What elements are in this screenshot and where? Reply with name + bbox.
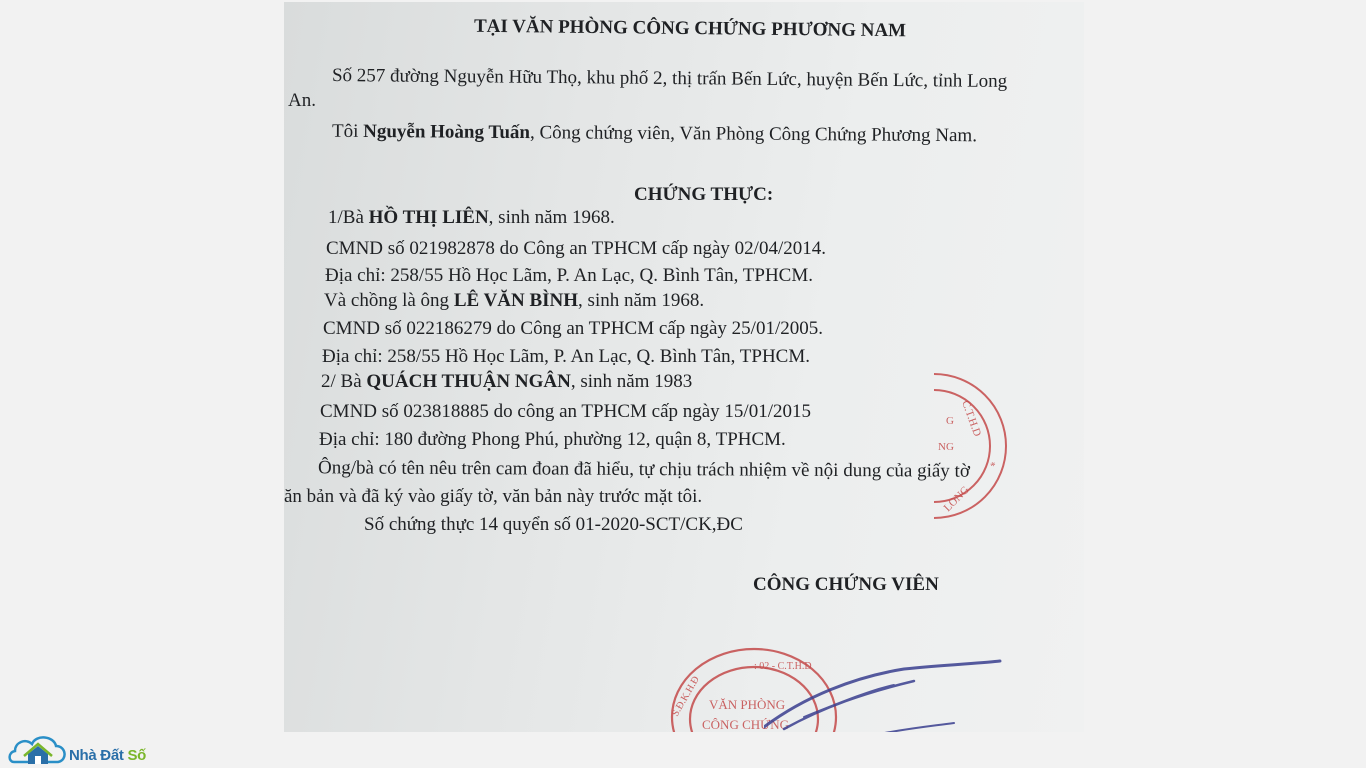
brand-name-part2: Số (127, 746, 147, 764)
person2-address: Địa chỉ: 180 đường Phong Phú, phường 12, quận 8, TPHCM. (319, 429, 786, 450)
notary-prefix: Tôi (331, 120, 364, 142)
spouse-id: CMND số 022186279 do Công an TPHCM cấp ngày 25/01/2005. (323, 318, 823, 339)
person1-address: Địa chỉ: 258/55 Hồ Học Lãm, P. An Lạc, Q. Bình Tân, TPHCM. (325, 265, 813, 286)
notary-seal-right (924, 372, 1034, 522)
person2-line (321, 371, 692, 393)
notary-signature (764, 657, 1084, 732)
person2-id: CMND số 023818885 do công an TPHCM cấp ngày 15/01/2015 (320, 401, 811, 422)
brand-name (69, 747, 146, 764)
person2-suffix: , sinh năm 1983 (570, 371, 693, 392)
section-heading: CHỨNG THỰC: (634, 184, 774, 205)
brand-name-part1: Nhà Đất (69, 746, 128, 764)
signer-title: CÔNG CHỨNG VIÊN (753, 574, 939, 595)
house-cloud-icon (6, 732, 68, 768)
person1-line (328, 207, 615, 229)
svg-text:VĂN PHÒNG: VĂN PHÒNG (709, 697, 786, 712)
spouse-line (324, 290, 704, 312)
spouse-prefix: Và chồng là ông (324, 290, 454, 311)
commitment-line-1: Ông/bà có tên nêu trên cam đoan đã hiểu, tự chịu trách nhiệm về nội dung của giấy tờ (317, 457, 970, 482)
spouse-address: Địa chỉ: 258/55 Hồ Học Lãm, P. An Lạc, Q. Bình Tân, TPHCM. (322, 346, 810, 367)
person1-suffix: , sinh năm 1968. (488, 207, 615, 228)
svg-text:G: G (946, 415, 954, 427)
address-line-2: An. (288, 90, 316, 111)
person2-prefix: 2/ Bà (321, 371, 367, 392)
address-line-1: Số 257 đường Nguyễn Hữu Thọ, khu phố 2, thị trấn Bến Lức, huyện Bến Lức, tỉnh Long (331, 65, 1008, 92)
brand-watermark (6, 732, 166, 768)
person1-name: HỒ THỊ LIÊN (368, 207, 489, 228)
svg-text:LONG: LONG (941, 484, 972, 515)
spouse-name: LÊ VĂN BÌNH (453, 290, 579, 311)
certification-number: Số chứng thực 14 quyển số 01-2020-SCT/CK,ĐC (364, 514, 743, 535)
person2-name: QUÁCH THUẬN NGÂN (366, 371, 571, 392)
svg-text:NG: NG (938, 441, 954, 453)
svg-text:: 02 - C.T.H.D: : 02 - C.T.H.D (754, 661, 812, 672)
commitment-line-2: ăn bản và đã ký vào giấy tờ, văn bản này trước mặt tôi. (284, 486, 703, 507)
notary-suffix: , Công chứng viên, Văn Phòng Công Chứng Phương Nam. (529, 122, 978, 147)
notary-name: Nguyễn Hoàng Tuấn (363, 120, 531, 144)
svg-text:C.T.H.D: C.T.H.D (959, 398, 984, 439)
svg-text:*: * (988, 459, 999, 473)
person1-prefix: 1/Bà (328, 207, 369, 228)
svg-text:S.Đ.K.H.Đ: S.Đ.K.H.Đ (670, 674, 702, 719)
document-title: TẠI VĂN PHÒNG CÔNG CHỨNG PHƯƠNG NAM (473, 15, 907, 42)
spouse-suffix: , sinh năm 1968. (578, 290, 705, 311)
document-photo (284, 2, 1084, 732)
svg-text:CÔNG CHỨNG: CÔNG CHỨNG (702, 717, 790, 732)
notary-line (332, 121, 977, 148)
person1-id: CMND số 021982878 do Công an TPHCM cấp ngày 02/04/2014. (326, 238, 826, 259)
